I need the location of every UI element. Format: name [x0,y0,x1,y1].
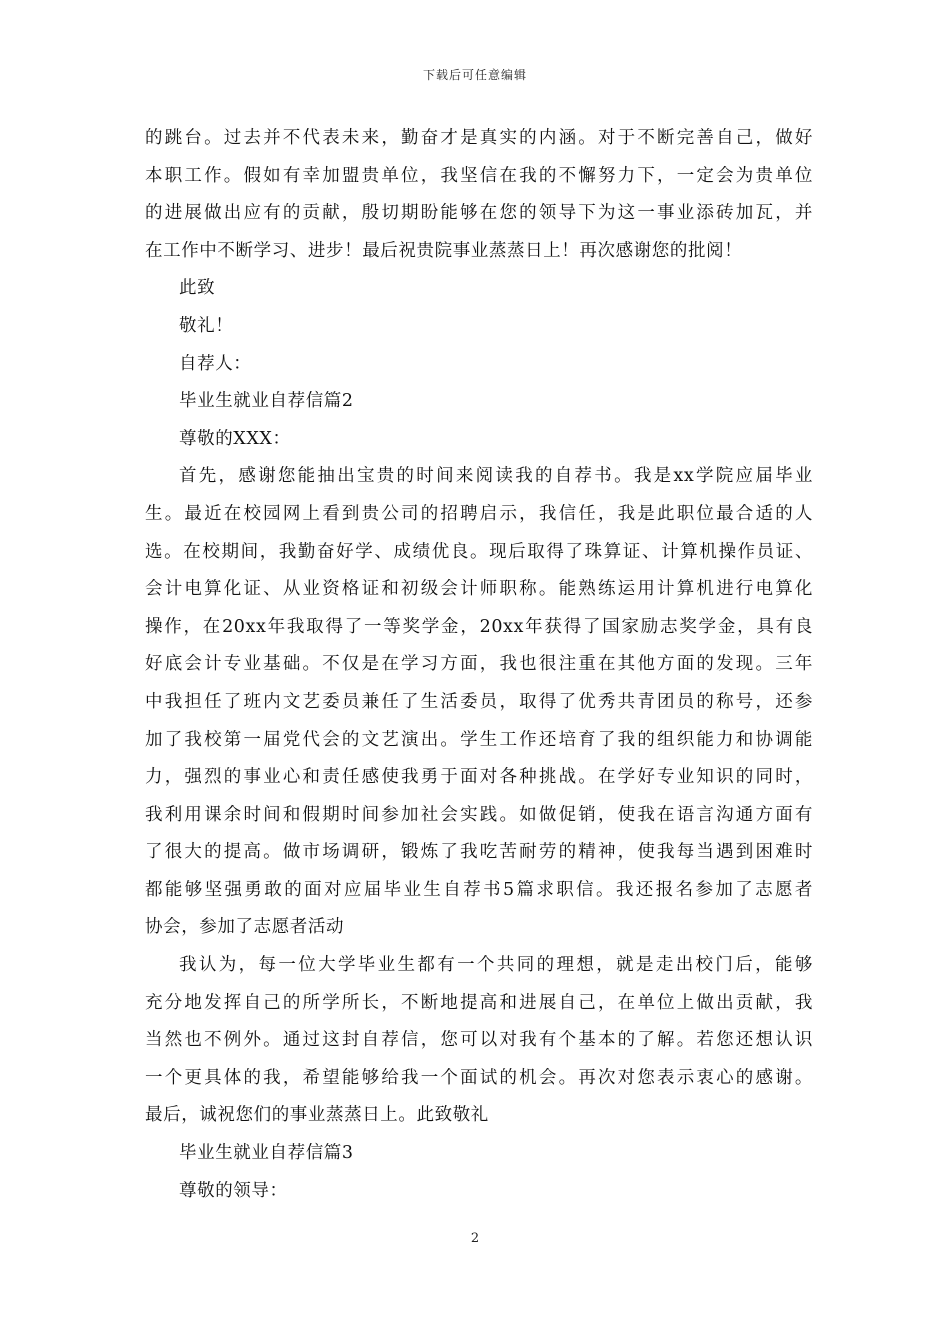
text-line: 好底会计专业基础。不仅是在学习方面，我也很注重在其他方面的发现。三年 [145,654,813,675]
section-heading: 毕业生就业自荐信篇3 [179,1143,354,1164]
page-header: 下载后可任意编辑 [422,68,527,82]
text-line: 在工作中不断学习、进步！最后祝贵院事业蒸蒸日上！再次感谢您的批阅！ [145,240,743,261]
text-line: 协会，参加了志愿者活动 [145,917,345,938]
text-line: 我认为，每一位大学毕业生都有一个共同的理想，就是走出校门后，能够 [179,955,813,976]
text-line: 的跳台。过去并不代表未来，勤奋才是真实的内涵。对于不断完善自己，做好 [145,128,813,148]
salutation-line: 敬礼！ [179,315,234,336]
text-line: 首先，感谢您能抽出宝贵的时间来阅读我的自荐书。我是xx学院应届毕业 [179,466,813,487]
greeting-line: 尊敬的XXX： [179,428,291,449]
text-line: 了很大的提高。做市场调研，锻炼了我吃苦耐劳的精神，使我每当遇到困难时 [145,842,813,863]
text-line: 充分地发挥自己的所学所长，不断地提高和进展自己，在单位上做出贡献，我 [145,992,813,1013]
text-line: 操作，在20xx年我取得了一等奖学金，20xx年获得了国家励志奖学金，具有良 [145,616,813,637]
text-line: 力，强烈的事业心和责任感使我勇于面对各种挑战。在学好专业知识的同时， [145,767,813,788]
page-number: 2 [470,1231,480,1246]
text-line: 我利用课余时间和假期时间参加社会实践。如做促销，使我在语言沟通方面有 [145,804,813,825]
text-line: 生。最近在校园网上看到贵公司的招聘启示，我信任，我是此职位最合适的人 [145,503,813,524]
signature-label: 自荐人： [179,353,252,374]
text-line: 当然也不例外。通过这封自荐信，您可以对我有个基本的了解。若您还想认识 [145,1030,813,1051]
text-line: 都能够坚强勇敢的面对应届毕业生自荐书5篇求职信。我还报名参加了志愿者 [145,879,813,900]
text-line: 选。在校期间，我勤奋好学、成绩优良。现后取得了珠算证、计算机操作员证、 [145,541,813,562]
text-line: 本职工作。假如有幸加盟贵单位，我坚信在我的不懈努力下，一定会为贵单位 [145,165,813,186]
document-body [145,120,813,1210]
text-line: 加了我校第一届党代会的文艺演出。学生工作还培育了我的组织能力和协调能 [145,729,813,750]
text-line: 最后，诚祝您们的事业蒸蒸日上。此致敬礼 [145,1105,489,1126]
closing-line: 此致 [179,278,216,299]
text-line: 的进展做出应有的贡献，殷切期盼能够在您的领导下为这一事业添砖加瓦，并 [145,203,813,224]
section-heading: 毕业生就业自荐信篇2 [179,391,354,412]
text-line: 会计电算化证、从业资格证和初级会计师职称。能熟练运用计算机进行电算化 [145,579,813,600]
greeting-line: 尊敬的领导： [179,1180,288,1201]
text-line: 中我担任了班内文艺委员兼任了生活委员，取得了优秀共青团员的称号，还参 [145,691,813,712]
text-line: 一个更具体的我，希望能够给我一个面试的机会。再次对您表示衷心的感谢。 [145,1067,813,1088]
